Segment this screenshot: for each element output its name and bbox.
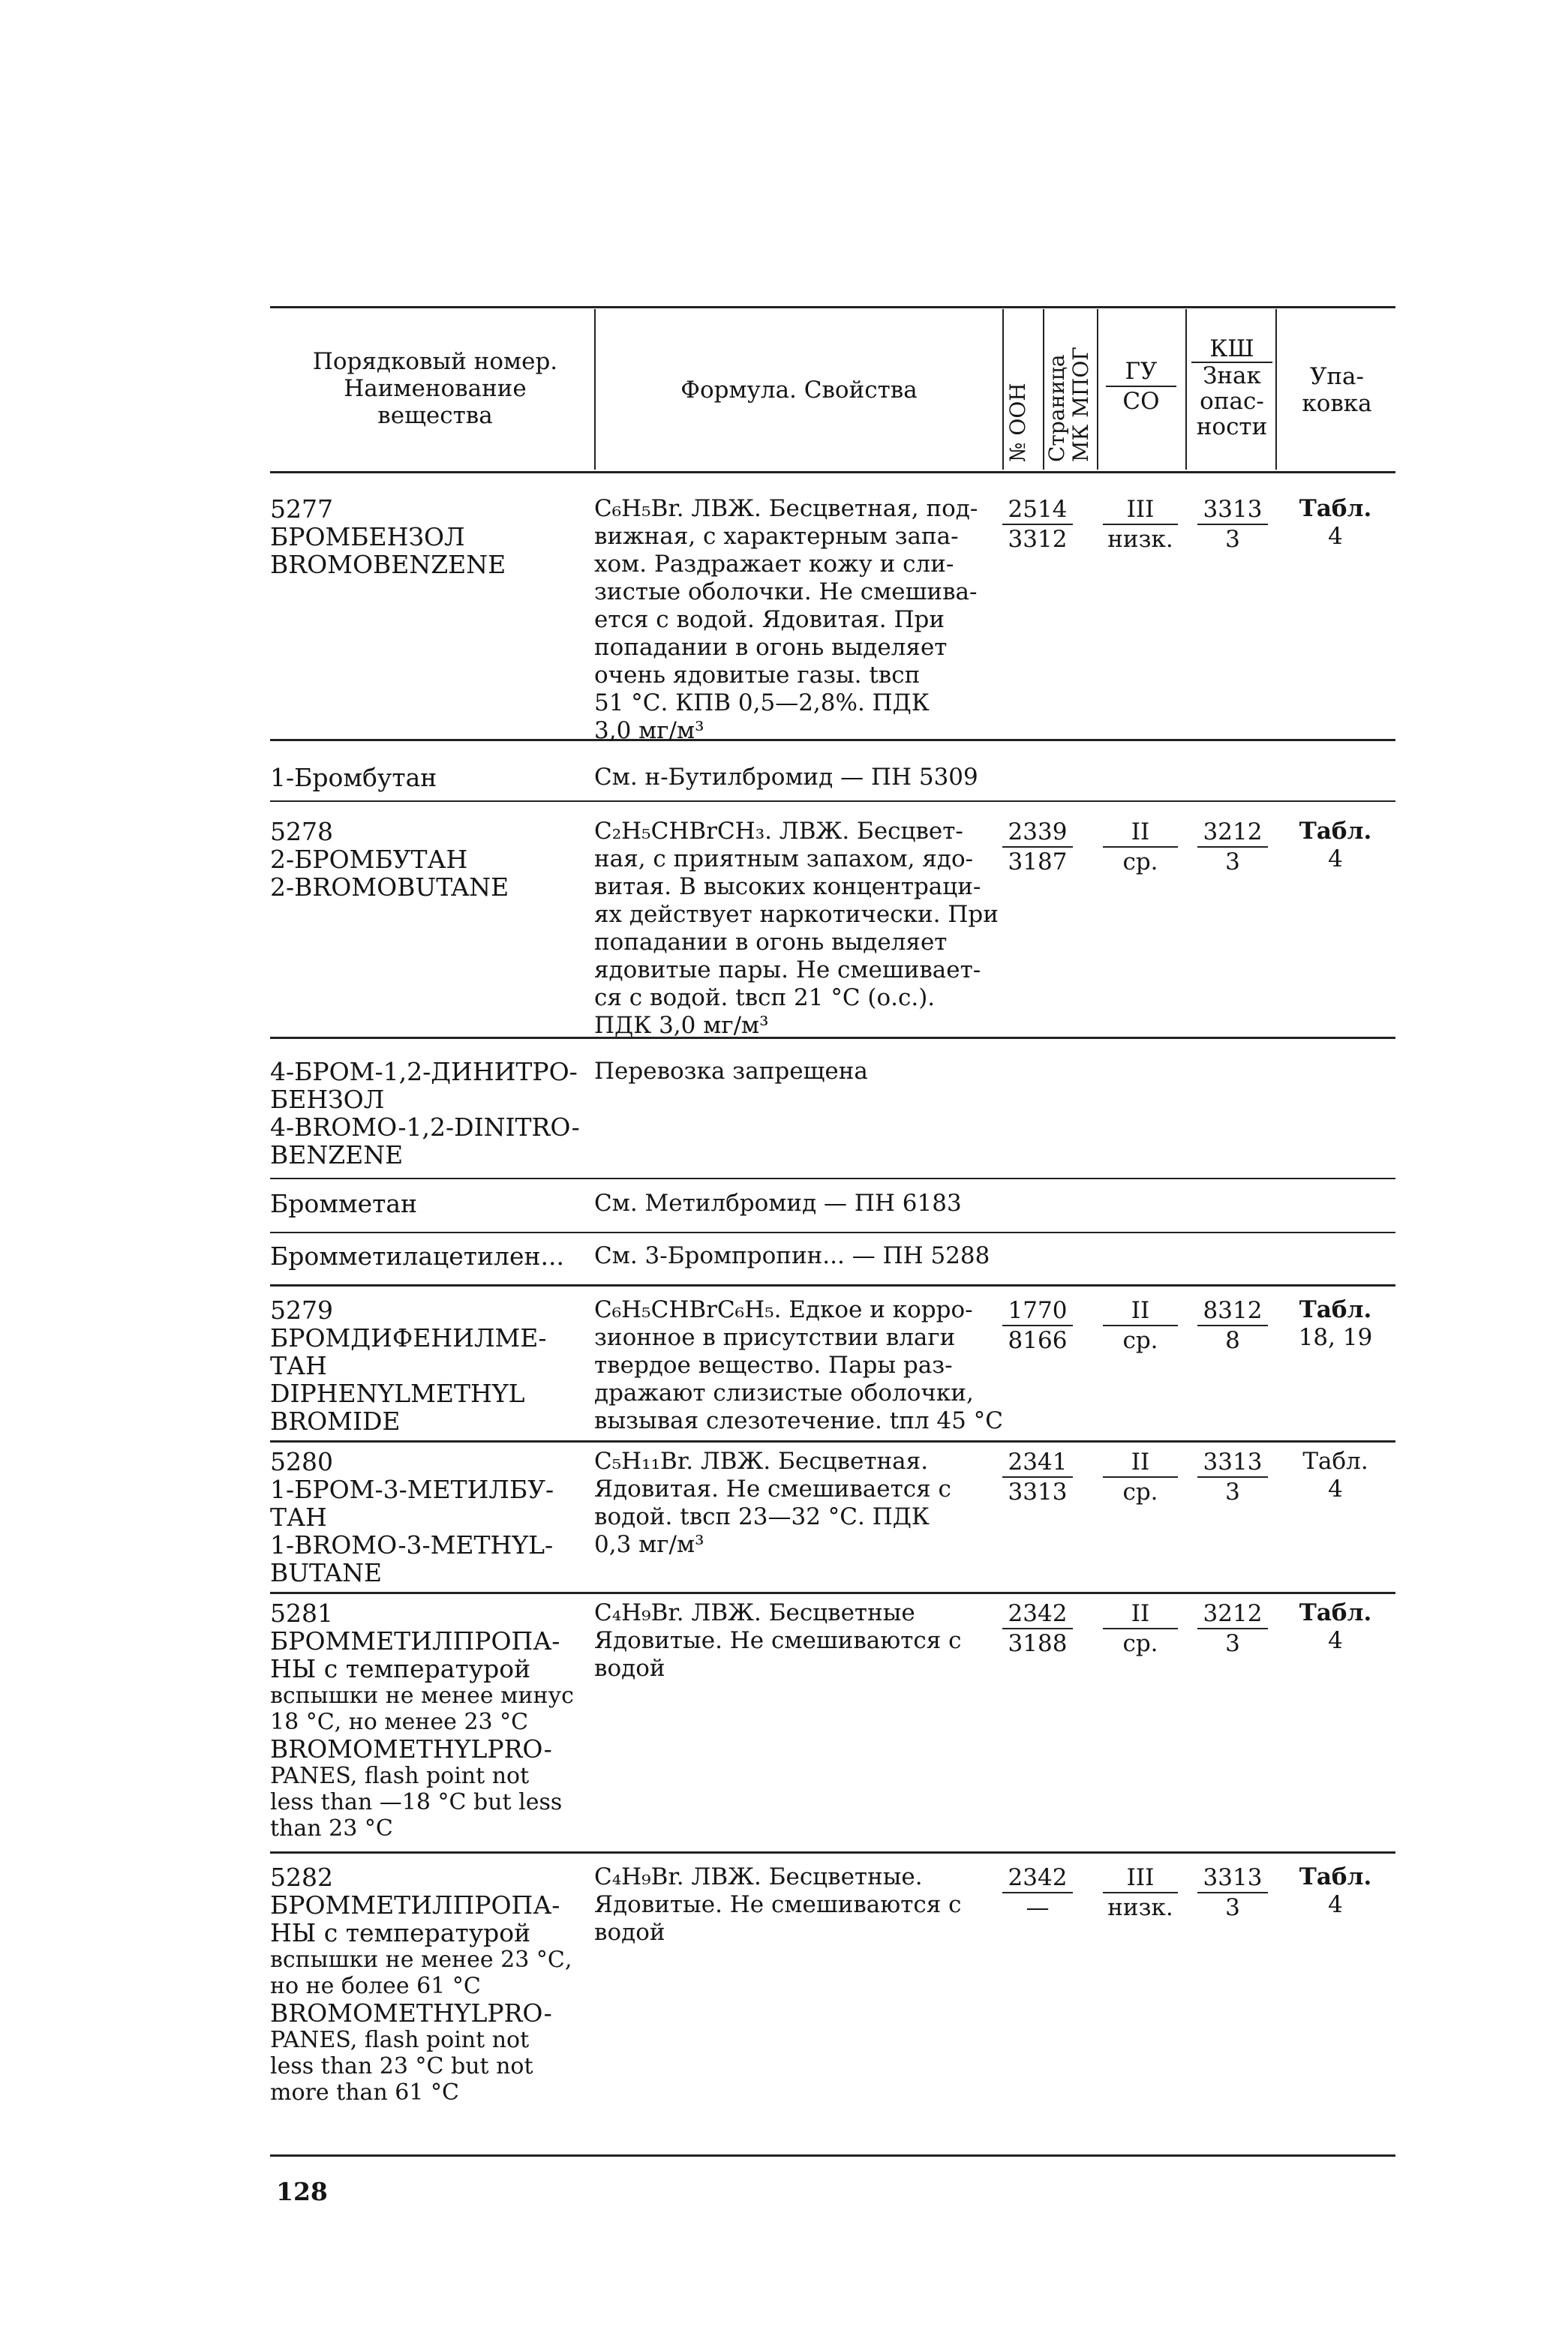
packing: Табл. 4	[1299, 1863, 1372, 1918]
un-page-fraction: $\frac{2342}{3188}$	[1002, 1599, 1073, 1658]
packing: Табл. 4	[1302, 1448, 1368, 1503]
header-separator	[1275, 309, 1277, 470]
header-top-rule	[270, 306, 1395, 308]
un-page-fraction: $\frac{2514}{3312}$	[1002, 495, 1073, 554]
cross-reference: См. н-Бутилбромид — ПН 5309	[594, 764, 978, 791]
header-formula-column: Формула. Свойства	[680, 377, 918, 404]
substance-name: Бромметилацетилен...	[270, 1242, 564, 1271]
un-page-fraction: $\frac{2341}{3313}$	[1002, 1448, 1073, 1506]
header-gu-so: ГУ СО	[1106, 357, 1176, 416]
packing: Табл. 4	[1299, 818, 1372, 872]
substance-name: 5282 БРОММЕТИЛПРОПА- НЫ с температурой вспышки не менее 23 °С, но не более 61 °С BROMOMETHYLPRO- PANES, flash point not less than 23 °C but not more than 61 °C	[270, 1863, 572, 2106]
row-separator	[270, 1284, 1395, 1287]
header-separator	[594, 309, 596, 470]
cross-reference: См. Метилбромид — ПН 6183	[594, 1190, 962, 1217]
gu-so-fraction: II ср.	[1103, 1599, 1178, 1658]
un-page-fraction: 2342 —	[1002, 1863, 1073, 1922]
formula-properties: C₂H₅CHBrCH₃. ЛВЖ. Бесцвет- ная, с приятным запахом, ядо- витая. В высоких концентраци- ях действует наркотически. При попадании в огонь выделяет ядовитые пары. Не смешивает- ся с водой. tвсп 21 °С (о.с.). ПДК 3,0 мг/м³	[594, 818, 999, 1039]
un-page-fraction: $\frac{2339}{3187}$	[1002, 818, 1073, 876]
row-separator	[270, 800, 1395, 802]
ksh-sign-fraction: $\frac{3313}{3}$	[1197, 495, 1268, 554]
gu-so-fraction: II ср.	[1103, 1296, 1178, 1355]
header-packing-column: Упа- ковка	[1302, 363, 1372, 417]
formula-properties: C₄H₉Br. ЛВЖ. Бесцветные Ядовитые. Не смешиваются с водой	[594, 1599, 962, 1682]
row-separator	[270, 1851, 1395, 1854]
header-un-column: № ООН	[1005, 383, 1030, 462]
substance-name: 5280 1-БРОМ-3-МЕТИЛБУ- ТАН 1-BROMO-3-METHYL- BUTANE	[270, 1447, 554, 1587]
header-separator	[1002, 309, 1004, 470]
formula-properties: C₄H₉Br. ЛВЖ. Бесцветные. Ядовитые. Не смешиваются с водой	[594, 1863, 962, 1946]
header-ksh-sign: КШ Знак опас- ности	[1191, 336, 1272, 440]
substance-name: 5281 БРОММЕТИЛПРОПА- НЫ с температурой вспышки не менее минус 18 °С, но менее 23 °С BROMOMETHYLPRO- PANES, flash point not less than —18 °C but less than 23 °C	[270, 1599, 574, 1842]
formula-properties: C₆H₅CHBrC₆H₅. Едкое и корро- зионное в присутствии влаги твердое вещество. Пары раз- дражают слизистые оболочки, вызывая слезотечение. tпл 45 °С	[594, 1296, 1003, 1434]
ksh-sign-fraction: $\frac{3212}{3}$	[1197, 818, 1268, 876]
row-separator	[270, 1592, 1395, 1594]
substance-name: 5279 БРОМДИФЕНИЛМЕ- ТАН DIPHENYLMETHYL BROMIDE	[270, 1296, 547, 1436]
row-separator	[270, 1232, 1395, 1233]
ksh-sign-fraction: $\frac{8312}{8}$	[1197, 1296, 1268, 1355]
cross-reference: См. 3-Бромпропин... — ПН 5288	[594, 1242, 990, 1269]
un-page-fraction: $\frac{1770}{8166}$	[1002, 1296, 1073, 1355]
row-separator	[270, 2154, 1395, 2157]
gu-so-fraction: II ср.	[1103, 818, 1178, 876]
substance-name: 4-БРОМ-1,2-ДИНИТРО- БЕНЗОЛ 4-BROMO-1,2-DINITRO- BENZENE	[270, 1057, 580, 1169]
packing: Табл. 4	[1299, 1599, 1372, 1654]
header-name-column: Порядковый номер. Наименование вещества	[312, 348, 558, 429]
substance-name: 5278 2-БРОМБУТАН 2-BROMOBUTANE	[270, 817, 509, 902]
substance-name: 5277 БРОМБЕНЗОЛ BROMOBENZENE	[270, 494, 506, 579]
substance-name: Бромметан	[270, 1189, 418, 1218]
page-number: 128	[276, 2177, 328, 2206]
gu-so-fraction: III низк.	[1103, 495, 1178, 554]
substance-name: 1-Бромбутан	[270, 763, 437, 792]
packing: Табл. 18, 19	[1298, 1296, 1373, 1351]
transport-note: Перевозка запрещена	[594, 1058, 868, 1085]
row-separator	[270, 1178, 1395, 1179]
header-bottom-rule	[270, 471, 1395, 473]
row-separator	[270, 1440, 1395, 1443]
formula-properties: C₅H₁₁Br. ЛВЖ. Бесцветная. Ядовитая. Не смешивается с водой. tвсп 23—32 °С. ПДК 0,3 мг/м³	[594, 1448, 951, 1558]
header-page-column-line1: Страница	[1044, 354, 1069, 462]
gu-so-fraction: II ср.	[1103, 1448, 1178, 1506]
header-separator	[1097, 309, 1098, 470]
ksh-sign-fraction: $\frac{3313}{3}$	[1197, 1863, 1268, 1922]
ksh-sign-fraction: $\frac{3313}{3}$	[1197, 1448, 1268, 1506]
packing: Табл. 4	[1299, 495, 1372, 550]
formula-properties: C₆H₅Br. ЛВЖ. Бесцветная, под- вижная, с характерным запа- хом. Раздражает кожу и сли- зистые оболочки. Не смешива- ется с водой. Ядовитая. При попадании в огонь выделяет очень ядовитые газы. tвсп 51 °С. КПВ 0,5—2,8%. ПДК 3,0 мг/м³	[594, 495, 978, 744]
ksh-sign-fraction: $\frac{3212}{3}$	[1197, 1599, 1268, 1658]
header-page-column-line2: МК МПОГ	[1068, 347, 1093, 462]
header-separator	[1185, 309, 1187, 470]
gu-so-fraction: III низк.	[1103, 1863, 1178, 1922]
